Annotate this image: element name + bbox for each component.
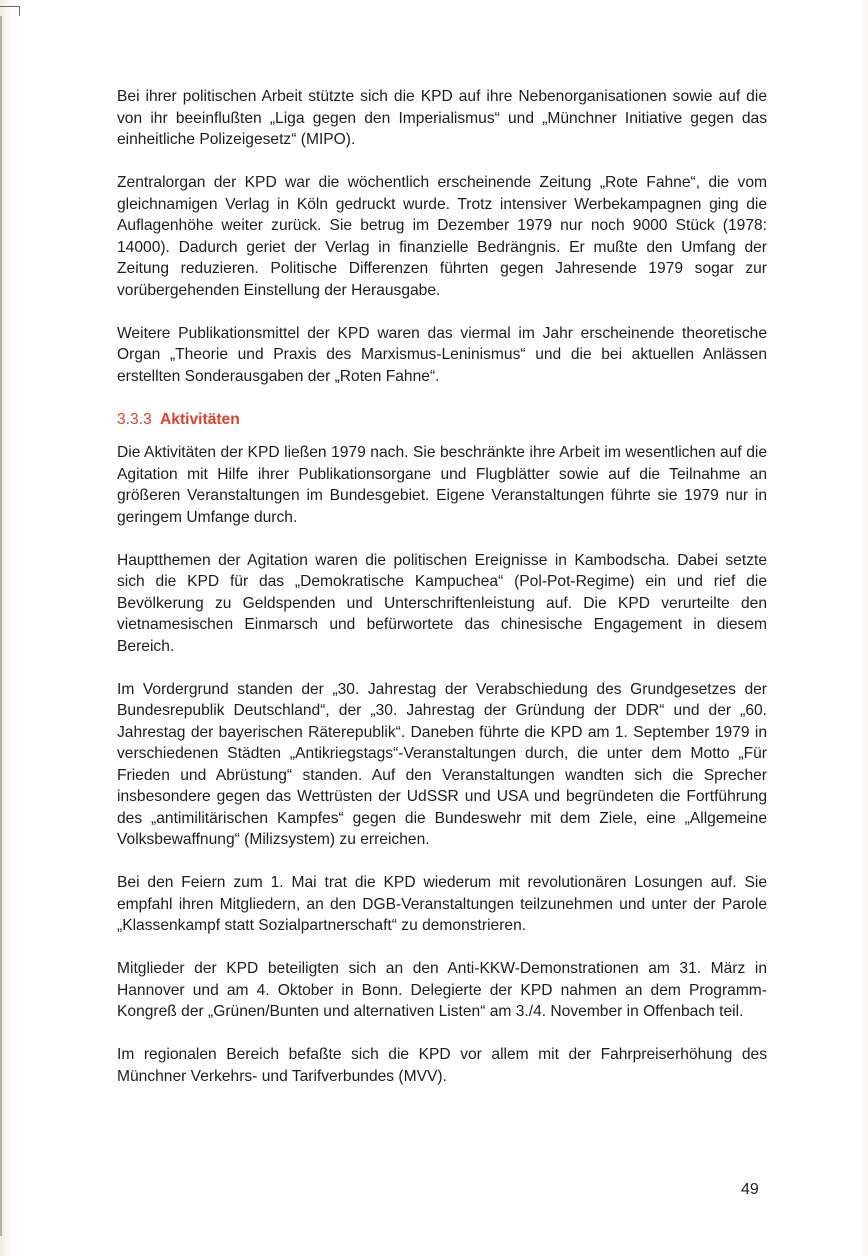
section-number: 3.3.3: [117, 410, 152, 428]
page-edge: [0, 16, 2, 1236]
paragraph: Hauptthemen der Agitation waren die politischen Ereignisse in Kambodscha. Dabei setzte sich die KPD für das „Demokratische Kampuchea“ (Pol-Pot-Regime) ein und rief die Bevölkerung zu Geldspenden und Unterschriftenleistung auf. Die KPD verurteilte den vietnamesischen Einmarsch und befürwortete das chinesische Engagement in diesem Bereich.: [117, 551, 767, 655]
page-content: [117, 86, 767, 1109]
paragraph: Zentralorgan der KPD war die wöchentlich erscheinende Zeitung „Rote Fahne“, die vom gleichnamigen Verlag in Köln gedruckt wurde. Trotz intensiver Werbekampagnen ging die Auflagenhöhe weiter zurück. Sie betrug im Dezember 1979 nur noch 9000 Stück (1978: 14000). Dadurch geriet der Verlag in finanzielle Bedrängnis. Er mußte den Umfang der Zeitung reduzieren. Politische Differenzen führten gegen Jahresende 1979 sogar zur vorübergehenden Einstellung der Herausgabe.: [117, 174, 767, 299]
paragraph: Im regionalen Bereich befaßte sich die KPD vor allem mit der Fahrpreiserhöhung des Münchner Verkehrs- und Tarifverbundes (MVV).: [117, 1046, 767, 1085]
page-number: 49: [741, 1181, 759, 1198]
paragraph: Bei den Feiern zum 1. Mai trat die KPD wiederum mit revolutionären Losungen auf. Sie empfahl ihren Mitgliedern, an den DGB-Veranstaltungen teilzunehmen und unter der Parole „Klassenkampf statt Sozialpartnerschaft“ zu demonstrieren.: [117, 874, 767, 934]
paragraph: Weitere Publikationsmittel der KPD waren das viermal im Jahr erscheinende theoretische Organ „Theorie und Praxis des Marxismus-Leninismus“ und die bei aktuellen Anlässen erstellten Sonderausgaben der „Roten Fahne“.: [117, 324, 767, 385]
section-title: Aktivitäten: [160, 410, 240, 428]
paragraph: Mitglieder der KPD beteiligten sich an den Anti-KKW-Demonstrationen am 31. März in Hannover und am 4. Oktober in Bonn. Delegierte der KPD nahmen an dem Programm-Kongreß der „Grünen/Bunten und alternativen Listen“ am 3./4. November in Offenbach teil.: [117, 960, 767, 1020]
paragraph: Die Aktivitäten der KPD ließen 1979 nach. Sie beschränkte ihre Arbeit im wesentlichen auf die Agitation mit Hilfe ihrer Publikationsorgane und Flugblätter sowie auf die Teilnahme an größeren Veranstaltungen im Bundesgebiet. Eigene Veranstaltungen führte sie 1979 nur in geringem Umfange durch.: [117, 444, 767, 526]
paragraph: Bei ihrer politischen Arbeit stützte sich die KPD auf ihre Nebenorganisationen sowie auf die von ihr beeinflußten „Liga gegen den Imperialismus“ und „Münchner Initiative gegen das einheitliche Polizeigesetz“ (MIPO).: [117, 88, 767, 148]
paragraph: Im Vordergrund standen der „30. Jahrestag der Verabschiedung des Grundgesetzes der Bundesrepublik Deutschland“, der „30. Jahrestag der Gründung der DDR“ und der „60. Jahrestag der bayerischen Räterepublik“. Daneben führte die KPD am 1. September 1979 in verschiedenen Städten „Antikriegstags“-Veranstaltungen durch, die unter dem Motto „Für Frieden und Abrüstung“ standen. Auf den Veranstaltungen wandten sich die Sprecher insbesondere gegen das Wettrüsten der UdSSR und USA und begründeten die Fortführung des „antimilitärischen Kampfes“ gegen die Bundeswehr mit dem Ziele, eine „Allgemeine Volksbewaffnung“ (Milizsystem) zu erreichen.: [117, 680, 767, 848]
crop-mark: [0, 6, 20, 16]
section-heading: [117, 409, 767, 431]
